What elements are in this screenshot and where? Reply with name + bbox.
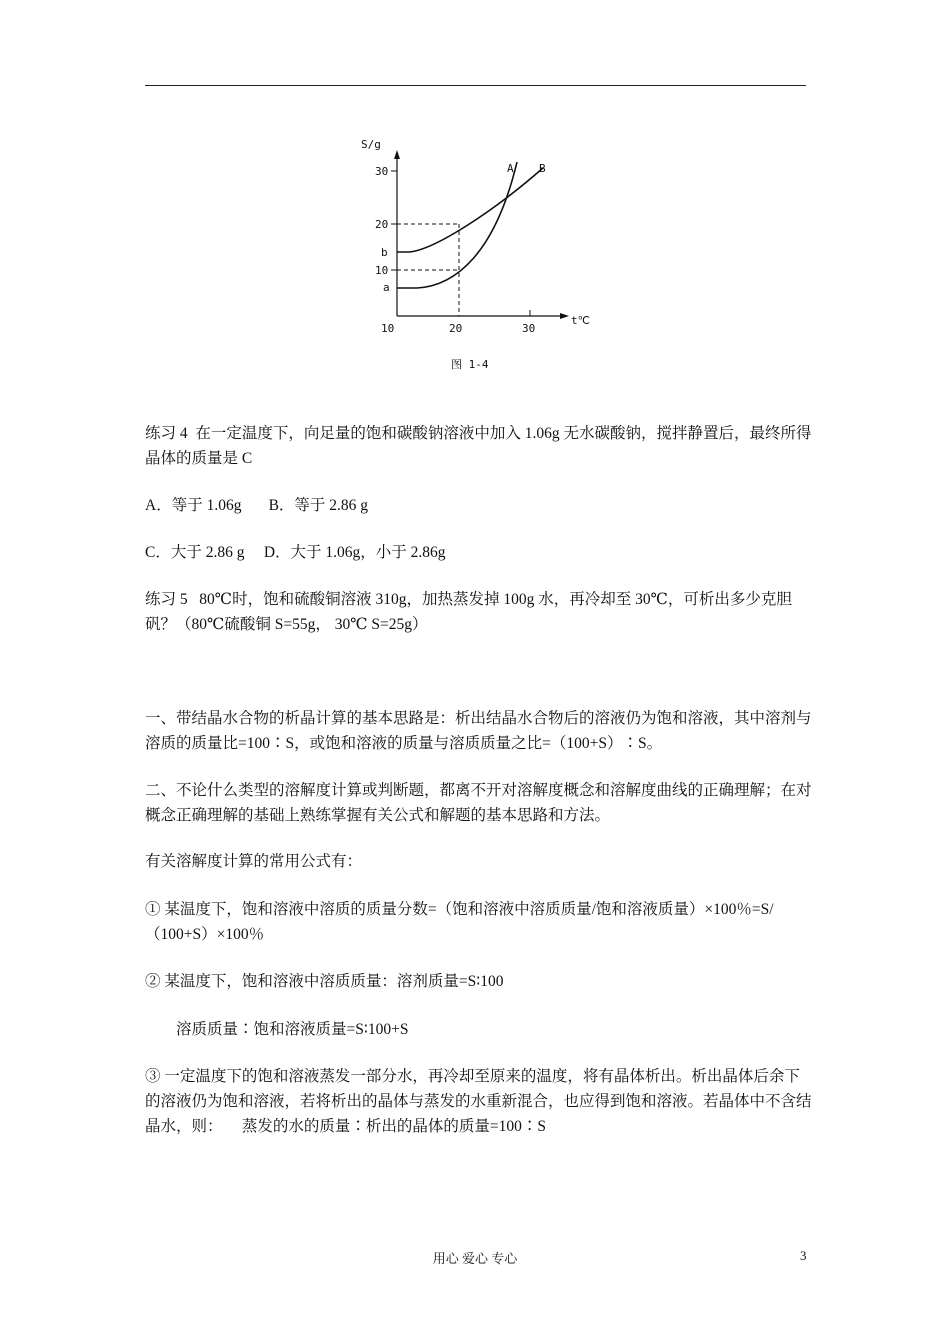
formula-3: ③ 一定温度下的饱和溶液蒸发一部分水，再冷却至原来的温度，将有晶体析出。析出晶体后余下的溶液仍为饱和溶液，若将析出的晶体与蒸发的水重新混合，也应得到饱和溶液。若晶体中不含结晶水，则： 蒸发的水的质量∶析出的晶体的质量=100∶S xyxy=(145,1068,812,1135)
solubility-curve-chart xyxy=(345,128,615,378)
exercise-5-question: 练习 5 80℃时，饱和硫酸铜溶液 310g，加热蒸发掉 100g 水，再冷却至 30℃，可析出多少克胆矾？（80℃硫酸铜 S=55g， 30℃ S=25g） xyxy=(145,591,792,633)
y-tick-label-10: 10 xyxy=(375,264,389,277)
x-tick-label-10: 10 xyxy=(381,322,395,335)
solubility-figure xyxy=(345,128,615,378)
curve-label-b: B xyxy=(539,162,546,175)
x-axis-label: t℃ xyxy=(571,314,590,327)
formula-intro: 有关溶解度计算的常用公式有： xyxy=(145,853,363,870)
exercise-4-question: 练习 4 在一定温度下，向足量的饱和碳酸钠溶液中加入 1.06g 无水碳酸钠，搅拌静置后，最终所得晶体的质量是 C xyxy=(145,425,812,467)
x-tick-label-20: 20 xyxy=(449,322,463,335)
summary-point-1: 一、带结晶水合物的析晶计算的基本思路是：析出结晶水合物后的溶液仍为饱和溶液，其中溶剂与溶质的质量比=100∶S，或饱和溶液的质量与溶质质量之比=（100+S）∶S。 xyxy=(145,710,812,752)
y-tick-label-30: 30 xyxy=(375,165,389,178)
point-label-a: a xyxy=(383,281,390,294)
x-tick-label-30: 30 xyxy=(522,322,536,335)
point-label-b: b xyxy=(381,246,388,259)
page-number: 3 xyxy=(800,1248,807,1263)
y-axis-label: S/g xyxy=(361,138,381,151)
curve-a xyxy=(397,162,517,288)
formula-2-continued: 溶质质量∶饱和溶液质量=S∶100+S xyxy=(145,1021,409,1038)
curve-label-a: A xyxy=(507,162,514,175)
figure-caption: 图 1-4 xyxy=(451,358,489,371)
footer-motto: 用心 爱心 专心 xyxy=(432,1251,518,1266)
formula-2: ② 某温度下，饱和溶液中溶质质量：溶剂质量=S∶100 xyxy=(145,973,504,990)
summary-point-2: 二、不论什么类型的溶解度计算或判断题，都离不开对溶解度概念和溶解度曲线的正确理解；在对概念正确理解的基础上熟练掌握有关公式和解题的基本思路和方法。 xyxy=(145,782,812,824)
formula-1: ① 某温度下，饱和溶液中溶质的质量分数=（饱和溶液中溶质质量/饱和溶液质量）×100％=S/（100+S）×100％ xyxy=(145,901,774,943)
exercise-4-options-cd: C．大于 2.86 g D．大于 1.06g，小于 2.86g xyxy=(145,544,446,561)
header-rule xyxy=(145,85,806,86)
y-tick-label-20: 20 xyxy=(375,218,389,231)
curve-b xyxy=(397,168,543,252)
y-axis-arrow xyxy=(394,150,400,159)
x-axis-arrow xyxy=(560,313,569,319)
exercise-4-options-ab: A．等于 1.06g B．等于 2.86 g xyxy=(145,497,369,514)
